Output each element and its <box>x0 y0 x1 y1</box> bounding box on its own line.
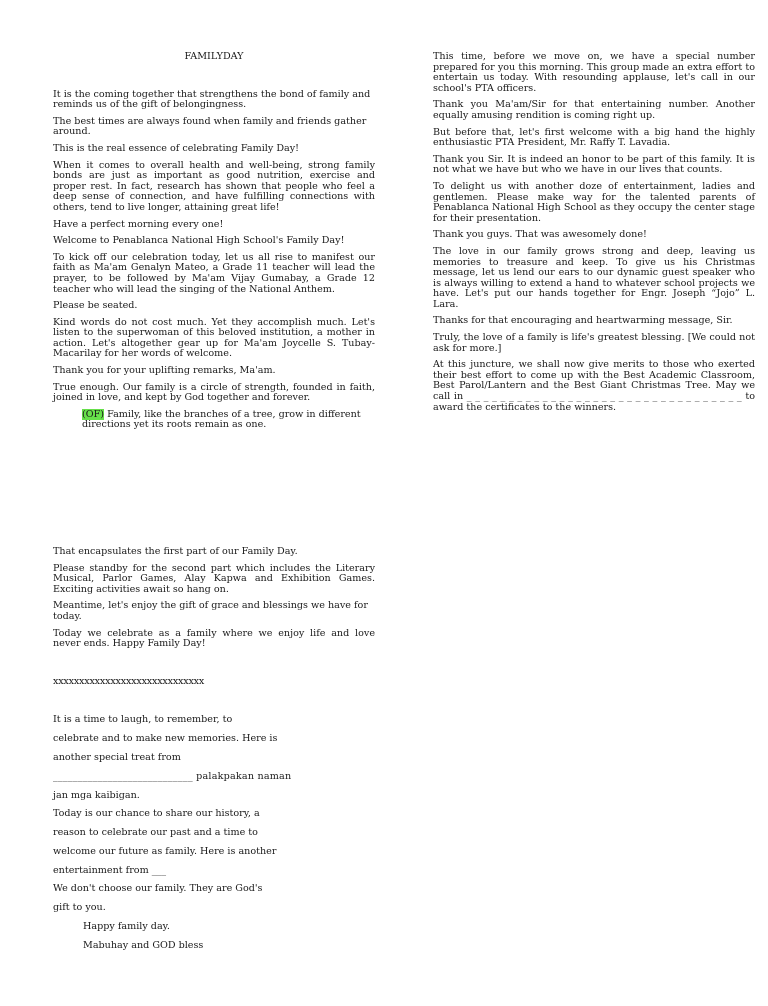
poem-line: Today is our chance to share our history, a <box>53 808 260 820</box>
paragraph: The love in our family grows strong and deep, leaving us memories to treasure and keep. To give us his Christmas message, let us lend our ears to our dynamic guest speaker who is always willing to extend a hand to whatever school projects we have. Let's put our hands together for Engr. Joseph “Jojo” L. Lara. <box>433 245 755 310</box>
poem-line: welcome our future as family. Here is another <box>53 845 277 857</box>
paragraph: Kind words do not cost much. Yet they accomplish much. Let's listen to the superwoman of this beloved institution, a mother in action. Let's altogether gear up for Ma'am Joycelle S. Tubay-Macarilay for her words of welcome. <box>53 316 375 360</box>
paragraph: That encapsulates the first part of our Family Day. <box>53 546 298 558</box>
poem-line: another special treat from <box>53 751 181 763</box>
poem-line: jan mga kaibigan. <box>53 789 140 801</box>
poem-line: It is a time to laugh, to remember, to <box>53 714 233 726</box>
paragraph: Today we celebrate as a family where we enjoy life and love never ends. Happy Family Day! <box>53 627 375 650</box>
poem-block <box>53 715 375 951</box>
quote-paragraph <box>82 410 375 431</box>
poem-line: reason to celebrate our past and a time to <box>53 827 258 839</box>
paragraph: Thanks for that encouraging and heartwarming message, Sir. <box>433 315 733 327</box>
paragraph: To kick off our celebration today, let us all rise to manifest our faith as Ma'am Genalyn Mateo, a Grade 11 teacher will lead the prayer, to be followed by Ma'am Vijay Gumabay, a Grade 12 teacher who will lead the singing of the National Anthem. <box>53 251 375 295</box>
paragraph: Thank you Sir. It is indeed an honor to be part of this family. It is not what we have but who we have in our lives that counts. <box>433 153 755 176</box>
paragraph: The best times are always found when family and friends gather around. <box>53 115 367 138</box>
paragraph: Thank you for your uplifting remarks, Ma'am. <box>53 365 276 377</box>
paragraph: This time, before we move on, we have a special number prepared for you this morning. This group made an extra effort to entertain us today. With resounding applause, let's call in our school's PTA officers. <box>433 51 755 94</box>
poem-line: We don't choose our family. They are God's <box>53 883 263 895</box>
paragraph: This is the real essence of celebrating Family Day! <box>53 142 300 154</box>
highlighted-tag: (OF) <box>82 408 105 420</box>
paragraph: Welcome to Penablanca National High School's Family Day! <box>53 235 345 247</box>
paragraph: Please be seated. <box>53 300 138 312</box>
separator-line: xxxxxxxxxxxxxxxxxxxxxxxxxxxxx <box>53 675 205 687</box>
paragraph: To delight us with another doze of entertainment, ladies and gentlemen. Please make way for the talented parents of Penablanca National High School as they occupy the center stage for their presentation. <box>433 180 755 224</box>
poem-line: ____________________________ palakpakan naman <box>53 770 292 782</box>
paragraph: True enough. Our family is a circle of strength, founded in faith, joined in love, and kept by God together and forever. <box>53 381 375 404</box>
blank-space <box>53 437 375 547</box>
paragraph: Meantime, let's enjoy the gift of grace and blessings we have for today. <box>53 600 368 622</box>
poem-line: Happy family day. <box>83 920 170 932</box>
paragraph: It is the coming together that strengthens the bond of family and reminds us of the gift of belongingness. <box>53 88 371 111</box>
left-column <box>53 52 375 960</box>
poem-line: Mabuhay and GOD bless <box>83 939 204 951</box>
paragraph: At this juncture, we shall now give merits to those who exerted their best effort to come up with the Best Academic Classroom, Best Parol/Lantern and the Best Giant Christmas Tree. May we call in _ _ _ _ _ _ _ _ _ _ _ _ _ _ _ _ _ _ _ _ _ _ _ _ _ _ _ _ _ _ _ _ _ to award the certificates to the winners. <box>433 359 755 413</box>
paragraph: Please standby for the second part which includes the Literary Musical, Parlor Games, Alay Kapwa and Exhibition Games. Exciting activities await so hang on. <box>53 562 375 595</box>
right-column <box>433 52 755 419</box>
paragraph: Thank you Ma'am/Sir for that entertaining number. Another equally amusing rendition is coming right up. <box>433 99 755 121</box>
poem-line: gift to you. <box>53 902 106 914</box>
poem-line: celebrate and to make new memories. Here is <box>53 733 278 745</box>
paragraph: Have a perfect morning every one! <box>53 218 224 230</box>
document-title: FAMILYDAY <box>184 51 244 62</box>
paragraph: But before that, let's first welcome with a big hand the highly enthusiastic PTA President, Mr. Raffy T. Lavadia. <box>433 126 755 149</box>
poem-line: entertainment from ___ <box>53 864 167 876</box>
paragraph: When it comes to overall health and well-being, strong family bonds are just as important as good nutrition, exercise and proper rest. In fact, research has shown that people who feel a deep sense of connection, and have fulfilling connections with others, tend to live longer, attaining great life! <box>53 159 375 213</box>
paragraph: Truly, the love of a family is life's greatest blessing. [We could not ask for more.] <box>433 332 755 354</box>
paragraph: Thank you guys. That was awesomely done! <box>433 229 647 241</box>
quote-text: Family, like the branches of a tree, grow in different directions yet its roots remain as one. <box>82 408 361 431</box>
